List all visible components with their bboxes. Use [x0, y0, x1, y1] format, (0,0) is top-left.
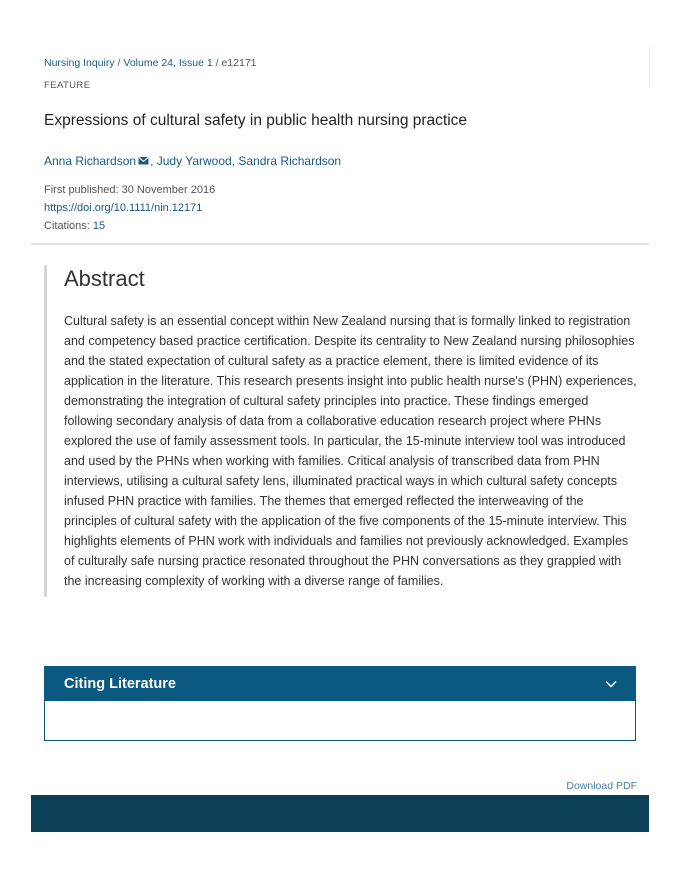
citing-literature-body: [44, 701, 636, 741]
breadcrumb-separator: /: [117, 57, 121, 69]
breadcrumb-separator: /: [215, 57, 219, 69]
download-pdf-link[interactable]: Download PDF: [566, 780, 637, 792]
section-divider: [31, 243, 649, 245]
citations-count[interactable]: 15: [92, 220, 106, 232]
breadcrumb-article-id: e12171: [221, 57, 257, 69]
breadcrumb-journal-link[interactable]: Nursing Inquiry: [44, 57, 115, 69]
author-separator: ,: [231, 154, 236, 168]
breadcrumb-issue-link[interactable]: Volume 24, Issue 1: [123, 57, 213, 69]
author-link[interactable]: Anna Richardson: [44, 154, 137, 168]
author-separator: ,: [150, 154, 154, 168]
author-list: [44, 153, 341, 169]
first-published-date: First published: 30 November 2016: [44, 184, 216, 196]
footer-bar: [31, 795, 649, 832]
citations-label: Citations:: [44, 220, 90, 232]
citing-literature-title: Citing Literature: [64, 675, 176, 692]
chevron-down-icon: [605, 680, 617, 688]
citing-literature-toggle[interactable]: [44, 666, 636, 701]
author-link[interactable]: Judy Yarwood: [156, 154, 232, 168]
frame-edge: [649, 46, 650, 88]
citing-literature-panel: [44, 666, 636, 741]
abstract-section: [44, 265, 656, 597]
doi-link[interactable]: https://doi.org/10.1111/nin.12171: [44, 202, 203, 214]
abstract-text: Cultural safety is an essential concept within New Zealand nursing that is formally linked to registration and competency based practice certification. Despite its centrality to New Zealand nursing philosophies and the stated expectation of cultural safety as a practice element, there is limited evidence of its application in the literature. This research presents insight into public health nurse's (PHN) experiences, demonstrating the integration of cultural safety principles into practice. These findings emerged following secondary analysis of data from a collaborative education research project where PHNs explored the use of family assessment tools. In particular, the 15-minute interview tool was introduced and used by the PHNs when working with families. Critical analysis of transcribed data from PHN interviews, utilising a cultural safety lens, illuminated practical ways in which cultural safety concepts infused PHN practice with families. The themes that emerged reflected the interweaving of the principles of cultural safety with the application of the five components of the 15-minute interview. This highlights elements of PHN work with individuals and families not previously acknowledged. Examples of culturally safe nursing practice resonated throughout the PHN conversations as they grappled with the increasing complexity of working with a diverse range of families.: [64, 314, 637, 588]
envelope-icon[interactable]: [138, 155, 149, 166]
breadcrumb: [44, 56, 257, 70]
article-title: Expressions of cultural safety in public health nursing practice: [44, 112, 468, 129]
article-type: FEATURE: [44, 80, 91, 91]
author-link[interactable]: Sandra Richardson: [238, 154, 342, 168]
abstract-heading: Abstract: [64, 266, 145, 291]
publication-info: [44, 181, 215, 235]
